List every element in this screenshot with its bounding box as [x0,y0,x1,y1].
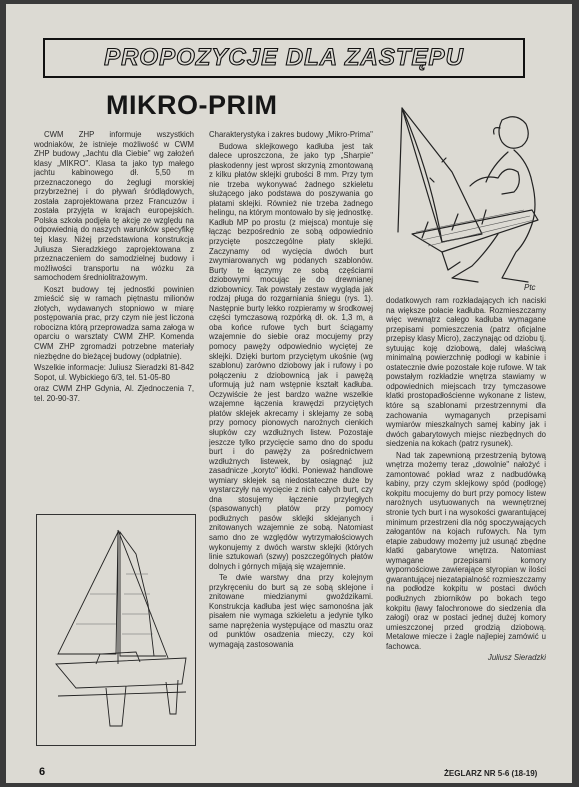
magazine-page [6,4,572,783]
keel [106,686,126,726]
paragraph: Te dwie warstwy dna przy kolejnym przykręceniu do burt są ze sobą sklejone i znitowane miedzianymi gwoździkami. Konstrukcja kadłuba jest więc samonośna jak pisałem nie wymaga szkieletu a jedynie tylko same naprężenia występujące od masztu oraz od punktów osadzenia mieczy, czy koi wymagają zastosowania [209,573,373,649]
cartoon-signature: Ptc [524,283,536,292]
cartoon-illustration [382,102,554,294]
rudder [166,680,178,714]
column-1 [34,130,194,405]
paragraph: Budowa sklejkowego kadłuba jest tak dalece uproszczona, że jako typ „Sharpie" płaskodenny jest wprost skrzynią zmontowaną z kilku płatów sklejki grubości 8 mm. Przy tym nie trzeba wykonywać żadnego szkieletu służącego jako podstawa do poszywania go płatami sklejki. Również nie trzeba żadnego helingu, na którym montowało by się jednostkę. Kadłub MP po prostu (z miejsca) montuje się łącząc bezpośrednio ze sobą odpowiednio przycięte poszczególne płaty sklejki. Zaczynamy od wycięcia dwóch burt zwymiarowanych wg podanych szablonów. Burty te łączymy ze sobą częściami dziobowymi mocując je do drewnianej dziobownicy. Tak powstały zestaw wygląda jak rodzaj pługa do rozgarniania śniegu (rys. 1). Następnie burty lekko rozpieramy w środkowej części tymczasową rozpórką dł. ok. 1,3 m, a oba końce rufowe tych burt ściągamy wzajemnie do siebie oraz mocujemy przy pomocy pawęży odpowiednio wyciętej ze sklejki. Dzięki burtom przyciętym ukośnie (wg szablonu) zarówno dziobowy jak i rufowy i po połączeniu z dziobownicą jak i pawężą uformują już nam wstępnie kształt kadłuba. Oczywiście że jest bardzo ważne wszelkie wzajemne łączenia krawędzi przyciętych płatów sklejek akrecamy i sklejamy ze sobą przy pomocy pionowych narożnych cienkich słupków czy wzdłużnych listew. Pozostaje jeszcze tylko przycięcie samo dno do spodu burt i do pawęży za pośrednictwem wzdłużnych listewek, by osiągnąć już zasadnicze „koryto" łódki. Ponieważ handlowe wymiary sklejek są niedostateczne duże by wystarczyły na wycięcie z nich całych burt, czy dna stosujemy łączenie przyległych (spasowanych) płatów przy pomocy podłużnych pasów sklejki sklejanych i znitowanych wzajemnie ze sobą. Natomiast samo dno ze względów wytrzymałościowych wykonujemy z dwóch warstw sklejki (których linie sztukowań (szwy) poszczególnych płatów dolnych i górnych mijają się wzajemnie. [209,141,373,571]
jib-sail [58,532,118,654]
cartoon-boat-hull [412,210,538,252]
cartoon-person-head [499,117,528,148]
paragraph: CWM ZHP informuje wszystkich wodniaków, że istnieje możliwość w CWM ZHP budowy „Jachtu dla Ciebie" wg założeń klasy „MIKRO". Klasa ta jako typ małego jachtu kabinowego dł. 5,50 m przeznaczonego do żeglugi morskiej przybrzeżnej i do pływań śródlądowych, została zaprojektowana przez Francuzów i została przyjęta w krajach europejskich. Polska szkoła podjęła tę akcję ze względu na odpowiednią do naszych warunków specyfikę tej klasy. Niżej przedstawiona konstrukcja Juliusza Sieradzkiego zaprojektowana z przeznaczeniem do samodzielnej budowy i możliwości transportu na wózku za samochodem średniolitrażowym. [34,130,194,283]
paragraph: Koszt budowy tej jednostki powinien zmieścić się w ramach piętnastu milionów złotych, wydawanych stopniowo w miarę postępowania prac, przy czym nie jest liczona robocizna którą przeprowadza sama załoga w oparciu o warsztaty CWM ZHP. Komenda CWM ZHP zgromadzi potrzebne materiały niezbędne do bieżącej budowy (odpłatnie). [34,284,194,361]
paragraph: dodatkowych ram rozkładających ich naciski na większe połacie kadłuba. Rozmieszczamy więc wewnątrz całego kadłuba wymagane przepisami pomieszczenia (patrz oficjalne przepisy klasy Micro), zaczynając od dziobu tj. sytuując koję dziobową, dalej właściwą minimalną powierzchnię podłogi w kabinie i ostatecznie dwie pozostałe koje rufowe. W tak powstałym rozkładzie wnętrza stawiamy w odpowiednich miejscach trzy tymczasowe klatki prostopadłościenne wykonane z listew, które są szablonami przestrzennymi dla zachowania wymaganych przepisami wymiarów mieszkalnych samej kabiny jak i dwóch gabarytowych miejsc niezbędnych do siedzenia na kokach (patrz rysunek). [386,296,546,449]
page-number: 6 [39,766,46,778]
column-2 [209,130,373,748]
article-title: MIKRO-PRIM [106,90,278,120]
section-banner [43,38,525,78]
contact-info-2: oraz CWM ZHP Gdynia, Al. Zjednoczenia 7, tel. 20-90-37. [34,384,194,403]
section-subtitle: Charakterystyka i zakres budowy „Mikro-Prima" [209,130,373,139]
sail-plan-drawing [36,514,196,746]
paragraph: Nad tak zapewnioną przestrzenią bytową wnętrza możemy teraz „dowolnie" nałożyć i zamontować pokład wraz z nadbudówką kabiny, przy czym sklejkowy spód (podłogę) kokpitu mocujemy do burt przy pomocy listew narożnych usytuowanych na wewnętrznej stronie tych burt i na wysokości gwarantującej minimum przestrzeni dla nóg spoczywających załogantów na kojach rufowych. Na tym etapie zabudowy możemy już usunąć zbędne klatki gabarytowe wnętrza. Natomiast wymagane przepisami komory wypornościowe zawierające styropian w ilości gwarantującej niezatapialność rozmieszczamy na podłodze kokpitu w postaci dwóch podłużnych zbiorników po bokach tego kokpitu (ławy falochronowe do siedzenia dla załogi) oraz w postaci jednej dużej komory umieszczonej przed grodzią dziobową. Metalowe miecze i żagle najlepiej zamówić u fachowca. [386,450,546,651]
issue-label: ŻEGLARZ NR 5-6 (18-19) [444,769,538,778]
column-3 [386,296,546,756]
author-signature: Juliusz Sieradzki [487,653,546,663]
banner-title: PROPOZYCJE DLA ZASTĘPU [104,44,464,71]
contact-info: Wszelkie informacje: Juliusz Sieradzki 81-842 Sopot, ul. Wybickiego 6/3, tel. 51-05-80 [34,363,194,382]
